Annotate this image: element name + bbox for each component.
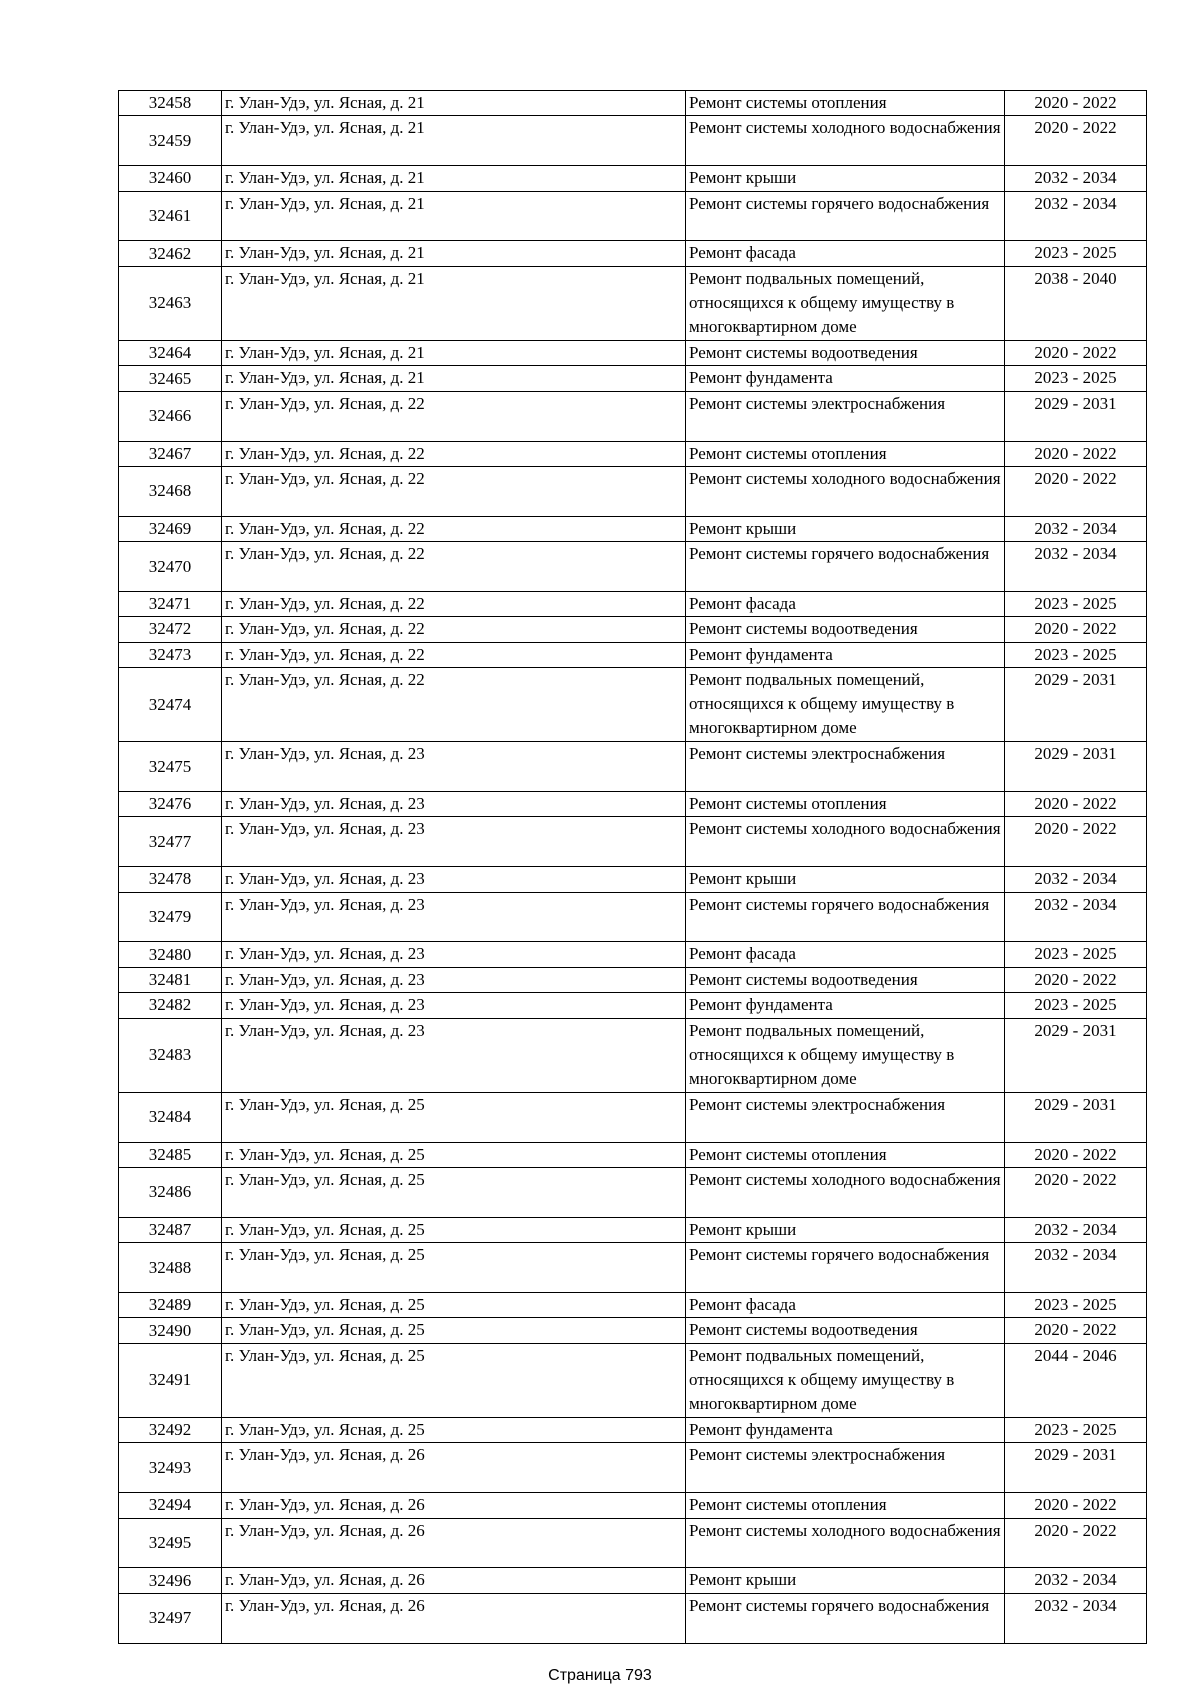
work-type-cell: Ремонт подвальных помещений, относящихся к общему имуществу в многоквартирном доме [686, 266, 1005, 340]
period-cell: 2032 - 2034 [1005, 191, 1147, 241]
record-number: 32484 [119, 1092, 222, 1142]
table-row [119, 516, 1147, 541]
work-type-cell: Ремонт фасада [686, 942, 1005, 967]
table-row [119, 792, 1147, 817]
table-row [119, 591, 1147, 616]
table-row [119, 942, 1147, 967]
work-type-cell: Ремонт системы водоотведения [686, 967, 1005, 992]
address-cell: г. Улан-Удэ, ул. Ясная, д. 22 [222, 591, 686, 616]
address-cell: г. Улан-Удэ, ул. Ясная, д. 22 [222, 542, 686, 592]
record-number: 32465 [119, 366, 222, 391]
table-row [119, 1343, 1147, 1417]
record-number: 32464 [119, 340, 222, 365]
record-number: 32461 [119, 191, 222, 241]
work-type-cell: Ремонт системы электроснабжения [686, 742, 1005, 792]
work-type-cell: Ремонт системы холодного водоснабжения [686, 466, 1005, 516]
record-number: 32467 [119, 441, 222, 466]
address-cell: г. Улан-Удэ, ул. Ясная, д. 23 [222, 792, 686, 817]
period-cell: 2020 - 2022 [1005, 116, 1147, 166]
period-cell: 2020 - 2022 [1005, 1318, 1147, 1343]
table-row [119, 1167, 1147, 1217]
work-type-cell: Ремонт крыши [686, 1568, 1005, 1593]
period-cell: 2032 - 2034 [1005, 1568, 1147, 1593]
address-cell: г. Улан-Удэ, ул. Ясная, д. 26 [222, 1443, 686, 1493]
work-type-cell: Ремонт фундамента [686, 366, 1005, 391]
record-number: 32473 [119, 642, 222, 667]
work-type-cell: Ремонт системы холодного водоснабжения [686, 1518, 1005, 1568]
address-cell: г. Улан-Удэ, ул. Ясная, д. 25 [222, 1417, 686, 1442]
period-cell: 2020 - 2022 [1005, 967, 1147, 992]
address-cell: г. Улан-Удэ, ул. Ясная, д. 26 [222, 1568, 686, 1593]
period-cell: 2038 - 2040 [1005, 266, 1147, 340]
period-cell: 2029 - 2031 [1005, 1443, 1147, 1493]
table-row [119, 391, 1147, 441]
address-cell: г. Улан-Удэ, ул. Ясная, д. 25 [222, 1217, 686, 1242]
page-number: Страница 793 [548, 1667, 652, 1684]
record-number: 32496 [119, 1568, 222, 1593]
address-cell: г. Улан-Удэ, ул. Ясная, д. 25 [222, 1243, 686, 1293]
record-number: 32489 [119, 1292, 222, 1317]
address-cell: г. Улан-Удэ, ул. Ясная, д. 23 [222, 867, 686, 892]
table-row [119, 241, 1147, 266]
table-row [119, 366, 1147, 391]
record-number: 32476 [119, 792, 222, 817]
work-type-cell: Ремонт системы холодного водоснабжения [686, 1167, 1005, 1217]
work-type-cell: Ремонт системы отопления [686, 441, 1005, 466]
record-number: 32488 [119, 1243, 222, 1293]
work-type-cell: Ремонт системы водоотведения [686, 340, 1005, 365]
address-cell: г. Улан-Удэ, ул. Ясная, д. 21 [222, 116, 686, 166]
address-cell: г. Улан-Удэ, ул. Ясная, д. 26 [222, 1593, 686, 1643]
table-row [119, 466, 1147, 516]
period-cell: 2023 - 2025 [1005, 993, 1147, 1018]
work-type-cell: Ремонт системы водоотведения [686, 617, 1005, 642]
period-cell: 2020 - 2022 [1005, 340, 1147, 365]
table-row [119, 1568, 1147, 1593]
period-cell: 2032 - 2034 [1005, 1593, 1147, 1643]
record-number: 32495 [119, 1518, 222, 1568]
work-type-cell: Ремонт системы горячего водоснабжения [686, 542, 1005, 592]
address-cell: г. Улан-Удэ, ул. Ясная, д. 21 [222, 340, 686, 365]
address-cell: г. Улан-Удэ, ул. Ясная, д. 22 [222, 466, 686, 516]
record-number: 32475 [119, 742, 222, 792]
period-cell: 2023 - 2025 [1005, 241, 1147, 266]
period-cell: 2023 - 2025 [1005, 366, 1147, 391]
period-cell: 2020 - 2022 [1005, 91, 1147, 116]
period-cell: 2029 - 2031 [1005, 1018, 1147, 1092]
period-cell: 2023 - 2025 [1005, 1417, 1147, 1442]
record-number: 32483 [119, 1018, 222, 1092]
record-number: 32497 [119, 1593, 222, 1643]
record-number: 32480 [119, 942, 222, 967]
record-number: 32470 [119, 542, 222, 592]
work-type-cell: Ремонт системы отопления [686, 792, 1005, 817]
address-cell: г. Улан-Удэ, ул. Ясная, д. 22 [222, 516, 686, 541]
table-row [119, 1518, 1147, 1568]
work-type-cell: Ремонт системы электроснабжения [686, 391, 1005, 441]
address-cell: г. Улан-Удэ, ул. Ясная, д. 23 [222, 892, 686, 942]
table-row [119, 817, 1147, 867]
table-row [119, 166, 1147, 191]
table-row [119, 1243, 1147, 1293]
address-cell: г. Улан-Удэ, ул. Ясная, д. 22 [222, 441, 686, 466]
period-cell: 2029 - 2031 [1005, 1092, 1147, 1142]
address-cell: г. Улан-Удэ, ул. Ясная, д. 25 [222, 1343, 686, 1417]
work-type-cell: Ремонт системы отопления [686, 1493, 1005, 1518]
address-cell: г. Улан-Удэ, ул. Ясная, д. 22 [222, 642, 686, 667]
work-type-cell: Ремонт системы электроснабжения [686, 1092, 1005, 1142]
table-body [119, 91, 1147, 1644]
record-number: 32469 [119, 516, 222, 541]
address-cell: г. Улан-Удэ, ул. Ясная, д. 21 [222, 166, 686, 191]
record-number: 32492 [119, 1417, 222, 1442]
period-cell: 2032 - 2034 [1005, 542, 1147, 592]
table-row [119, 1092, 1147, 1142]
work-type-cell: Ремонт фундамента [686, 1417, 1005, 1442]
record-number: 32459 [119, 116, 222, 166]
period-cell: 2023 - 2025 [1005, 1292, 1147, 1317]
address-cell: г. Улан-Удэ, ул. Ясная, д. 23 [222, 742, 686, 792]
period-cell: 2023 - 2025 [1005, 642, 1147, 667]
table-row [119, 542, 1147, 592]
record-number: 32490 [119, 1318, 222, 1343]
table-row [119, 91, 1147, 116]
record-number: 32477 [119, 817, 222, 867]
record-number: 32460 [119, 166, 222, 191]
period-cell: 2029 - 2031 [1005, 668, 1147, 742]
address-cell: г. Улан-Удэ, ул. Ясная, д. 23 [222, 942, 686, 967]
period-cell: 2032 - 2034 [1005, 166, 1147, 191]
record-number: 32486 [119, 1167, 222, 1217]
period-cell: 2032 - 2034 [1005, 892, 1147, 942]
table-row [119, 1443, 1147, 1493]
record-number: 32474 [119, 668, 222, 742]
work-type-cell: Ремонт системы холодного водоснабжения [686, 116, 1005, 166]
period-cell: 2023 - 2025 [1005, 591, 1147, 616]
work-type-cell: Ремонт крыши [686, 516, 1005, 541]
record-number: 32491 [119, 1343, 222, 1417]
table-row [119, 742, 1147, 792]
table-row [119, 967, 1147, 992]
table-row [119, 441, 1147, 466]
period-cell: 2020 - 2022 [1005, 1167, 1147, 1217]
address-cell: г. Улан-Удэ, ул. Ясная, д. 25 [222, 1092, 686, 1142]
record-number: 32478 [119, 867, 222, 892]
address-cell: г. Улан-Удэ, ул. Ясная, д. 25 [222, 1292, 686, 1317]
record-number: 32479 [119, 892, 222, 942]
table-row [119, 116, 1147, 166]
record-number: 32466 [119, 391, 222, 441]
period-cell: 2020 - 2022 [1005, 617, 1147, 642]
work-type-cell: Ремонт системы горячего водоснабжения [686, 1593, 1005, 1643]
address-cell: г. Улан-Удэ, ул. Ясная, д. 21 [222, 366, 686, 391]
table-row [119, 191, 1147, 241]
table-row [119, 617, 1147, 642]
period-cell: 2020 - 2022 [1005, 817, 1147, 867]
address-cell: г. Улан-Удэ, ул. Ясная, д. 25 [222, 1142, 686, 1167]
table-row [119, 668, 1147, 742]
work-type-cell: Ремонт фасада [686, 241, 1005, 266]
table-row [119, 1417, 1147, 1442]
address-cell: г. Улан-Удэ, ул. Ясная, д. 22 [222, 617, 686, 642]
table-row [119, 1318, 1147, 1343]
record-number: 32487 [119, 1217, 222, 1242]
work-type-cell: Ремонт фасада [686, 1292, 1005, 1317]
address-cell: г. Улан-Удэ, ул. Ясная, д. 26 [222, 1518, 686, 1568]
work-type-cell: Ремонт крыши [686, 166, 1005, 191]
record-number: 32471 [119, 591, 222, 616]
table-row [119, 1493, 1147, 1518]
work-type-cell: Ремонт фасада [686, 591, 1005, 616]
work-type-cell: Ремонт системы электроснабжения [686, 1443, 1005, 1493]
period-cell: 2020 - 2022 [1005, 441, 1147, 466]
work-type-cell: Ремонт системы горячего водоснабжения [686, 1243, 1005, 1293]
work-type-cell: Ремонт системы горячего водоснабжения [686, 892, 1005, 942]
table-row [119, 1292, 1147, 1317]
work-type-cell: Ремонт подвальных помещений, относящихся к общему имуществу в многоквартирном доме [686, 668, 1005, 742]
work-type-cell: Ремонт крыши [686, 867, 1005, 892]
address-cell: г. Улан-Удэ, ул. Ясная, д. 21 [222, 191, 686, 241]
record-number: 32463 [119, 266, 222, 340]
work-type-cell: Ремонт подвальных помещений, относящихся к общему имуществу в многоквартирном доме [686, 1343, 1005, 1417]
address-cell: г. Улан-Удэ, ул. Ясная, д. 22 [222, 668, 686, 742]
address-cell: г. Улан-Удэ, ул. Ясная, д. 25 [222, 1318, 686, 1343]
period-cell: 2032 - 2034 [1005, 1243, 1147, 1293]
work-type-cell: Ремонт системы холодного водоснабжения [686, 817, 1005, 867]
period-cell: 2032 - 2034 [1005, 867, 1147, 892]
address-cell: г. Улан-Удэ, ул. Ясная, д. 21 [222, 266, 686, 340]
work-type-cell: Ремонт системы отопления [686, 1142, 1005, 1167]
address-cell: г. Улан-Удэ, ул. Ясная, д. 23 [222, 993, 686, 1018]
address-cell: г. Улан-Удэ, ул. Ясная, д. 21 [222, 91, 686, 116]
record-number: 32468 [119, 466, 222, 516]
record-number: 32494 [119, 1493, 222, 1518]
address-cell: г. Улан-Удэ, ул. Ясная, д. 23 [222, 967, 686, 992]
period-cell: 2044 - 2046 [1005, 1343, 1147, 1417]
work-type-cell: Ремонт системы отопления [686, 91, 1005, 116]
table-row [119, 892, 1147, 942]
address-cell: г. Улан-Удэ, ул. Ясная, д. 23 [222, 1018, 686, 1092]
record-number: 32462 [119, 241, 222, 266]
record-number: 32485 [119, 1142, 222, 1167]
work-type-cell: Ремонт системы горячего водоснабжения [686, 191, 1005, 241]
table-row [119, 642, 1147, 667]
address-cell: г. Улан-Удэ, ул. Ясная, д. 23 [222, 817, 686, 867]
work-type-cell: Ремонт системы водоотведения [686, 1318, 1005, 1343]
period-cell: 2029 - 2031 [1005, 742, 1147, 792]
address-cell: г. Улан-Удэ, ул. Ясная, д. 21 [222, 241, 686, 266]
table-row [119, 1593, 1147, 1643]
address-cell: г. Улан-Удэ, ул. Ясная, д. 25 [222, 1167, 686, 1217]
period-cell: 2020 - 2022 [1005, 1493, 1147, 1518]
period-cell: 2029 - 2031 [1005, 391, 1147, 441]
work-type-cell: Ремонт фундамента [686, 642, 1005, 667]
repair-schedule-table [118, 90, 1147, 1644]
table-row [119, 993, 1147, 1018]
period-cell: 2032 - 2034 [1005, 516, 1147, 541]
table-row [119, 1142, 1147, 1167]
address-cell: г. Улан-Удэ, ул. Ясная, д. 22 [222, 391, 686, 441]
table-row [119, 340, 1147, 365]
record-number: 32481 [119, 967, 222, 992]
record-number: 32458 [119, 91, 222, 116]
table-row [119, 266, 1147, 340]
period-cell: 2020 - 2022 [1005, 466, 1147, 516]
record-number: 32472 [119, 617, 222, 642]
period-cell: 2032 - 2034 [1005, 1217, 1147, 1242]
work-type-cell: Ремонт подвальных помещений, относящихся к общему имуществу в многоквартирном доме [686, 1018, 1005, 1092]
table-row [119, 1217, 1147, 1242]
period-cell: 2020 - 2022 [1005, 792, 1147, 817]
period-cell: 2023 - 2025 [1005, 942, 1147, 967]
period-cell: 2020 - 2022 [1005, 1518, 1147, 1568]
work-type-cell: Ремонт крыши [686, 1217, 1005, 1242]
table-row [119, 1018, 1147, 1092]
table-row [119, 867, 1147, 892]
address-cell: г. Улан-Удэ, ул. Ясная, д. 26 [222, 1493, 686, 1518]
work-type-cell: Ремонт фундамента [686, 993, 1005, 1018]
record-number: 32493 [119, 1443, 222, 1493]
period-cell: 2020 - 2022 [1005, 1142, 1147, 1167]
record-number: 32482 [119, 993, 222, 1018]
